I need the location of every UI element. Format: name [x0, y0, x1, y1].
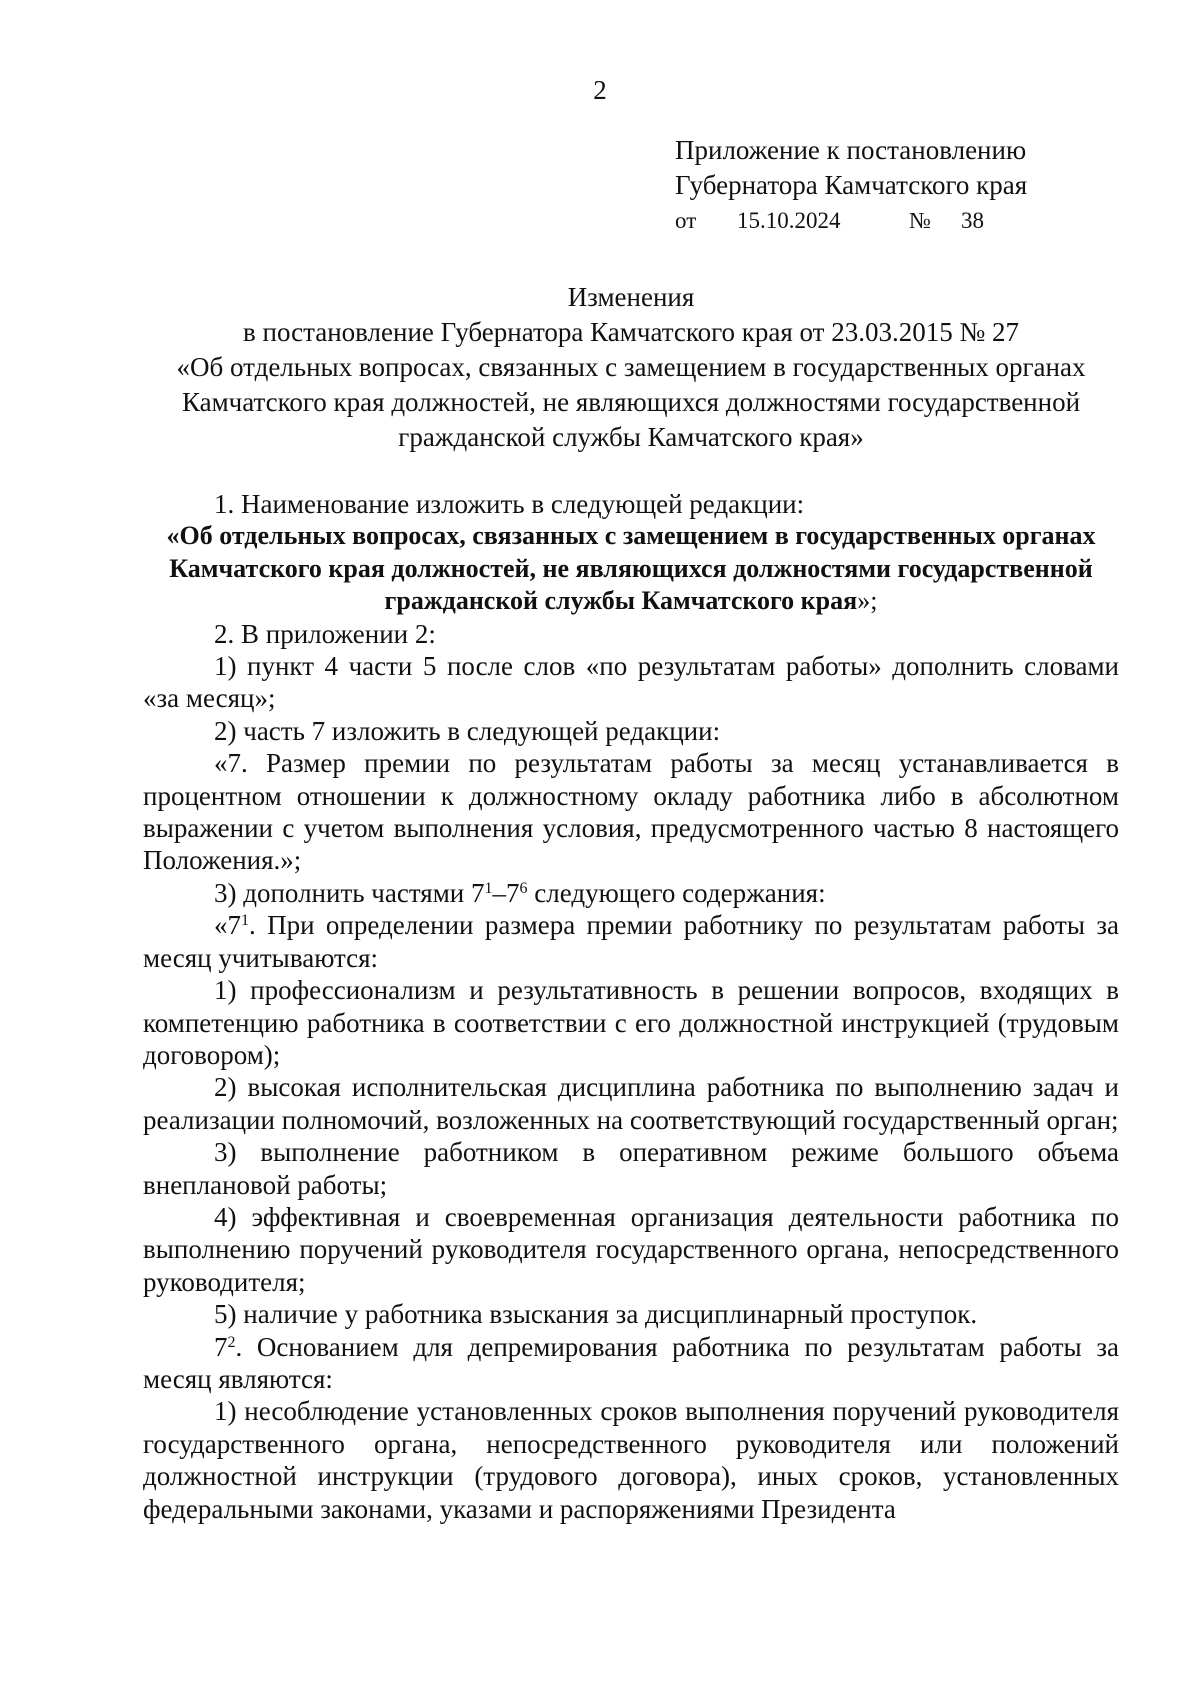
paragraph-6-pre: 3) дополнить частями 7 — [214, 877, 485, 908]
appendix-line-2: Губернатора Камчатского края — [675, 170, 1028, 200]
page-number: 2 — [593, 75, 607, 105]
appendix-number-label: № — [909, 208, 931, 233]
paragraph-10: 3) выполнение работником в оперативном режиме большого объема внеплановой работы; — [143, 1137, 1119, 1200]
title-line-3: «Об отдельных вопросах, связанных с замещением в государственных органах — [176, 352, 1086, 382]
new-name-quote — [143, 520, 1119, 617]
paragraph-13-sup: 2 — [227, 1333, 236, 1351]
paragraph-13 — [143, 1331, 1119, 1396]
appendix-date: 15.10.2024 — [737, 208, 841, 233]
paragraph-5: «7. Размер премии по результатам работы за месяц устанавливается в процентном отношении к должностному окладу работника либо в абсолютном выражении с учетом выполнения условия, предусмотренного частью 8 настоящего Положения.»; — [143, 748, 1119, 876]
new-name-bold: «Об отдельных вопросах, связанных с замещением в государственных органах Камчатского края должностей, не являющихся должностями государственной гражданской службы Камчатского края — [166, 521, 1096, 616]
title-line-1: Изменения — [567, 282, 695, 312]
appendix-line-1: Приложение к постановлению — [675, 135, 1027, 165]
paragraph-12: 5) наличие у работника взыскания за дисциплинарный проступок. — [214, 1299, 978, 1330]
paragraph-7-pre: «7 — [214, 910, 241, 941]
paragraph-7 — [143, 909, 1119, 974]
appendix-number: 38 — [961, 208, 984, 233]
paragraph-9: 2) высокая исполнительская дисциплина работника по выполнению задач и реализации полномочий, возложенных на соответствующий государственный орган; — [143, 1072, 1119, 1135]
paragraph-14: 1) несоблюдение установленных сроков выполнения поручений руководителя государственного органа, непосредственного руководителя или положений должностной инструкции (трудового договора), иных сроков, установленных федеральными законами, указами и распоряжениями Президента — [143, 1396, 1119, 1524]
paragraph-6-post: следующего содержания: — [527, 877, 826, 908]
paragraph-1: 1. Наименование изложить в следующей редакции: — [214, 489, 805, 519]
paragraph-6 — [143, 877, 1119, 909]
title-line-2: в постановление Губернатора Камчатского края от 23.03.2015 № 27 — [243, 317, 1019, 347]
paragraph-7-sup: 1 — [241, 912, 249, 930]
appendix-from-label: от — [675, 208, 697, 233]
appendix-date-line — [675, 203, 1027, 238]
paragraph-8: 1) профессионализм и результативность в решении вопросов, входящих в компетенцию работника в соответствии с его должностной инструкцией (трудовым договором); — [143, 975, 1119, 1070]
paragraph-11: 4) эффективная и своевременная организация деятельности работника по выполнению поручений руководителя государственного органа, непосредственного руководителя; — [143, 1201, 1119, 1297]
new-name-tail: »; — [857, 586, 878, 616]
paragraph-7-post: . При определении размера премии работнику по результатам работы за месяц учитываются: — [143, 910, 1119, 973]
paragraph-3: 1) пункт 4 части 5 после слов «по результатам работы» дополнить словами «за месяц»; — [143, 651, 1119, 714]
paragraph-13-post: . Основанием для депремирования работника по результатам работы за месяц являются: — [143, 1331, 1119, 1394]
document-body — [143, 488, 1119, 1525]
appendix-header — [675, 133, 1027, 238]
paragraph-6-sup-1: 1 — [484, 879, 493, 897]
title-line-5: гражданской службы Камчатского края» — [398, 422, 864, 452]
paragraph-6-sup-2: 6 — [519, 879, 528, 897]
paragraph-6-mid: –7 — [492, 877, 520, 908]
title-line-4: Камчатского края должностей, не являющихся должностями государственной — [181, 387, 1081, 417]
paragraph-13-pre: 7 — [214, 1331, 228, 1362]
document-title — [143, 280, 1119, 455]
paragraph-2: 2. В приложении 2: — [214, 618, 436, 649]
paragraph-4: 2) часть 7 изложить в следующей редакции: — [214, 715, 721, 746]
